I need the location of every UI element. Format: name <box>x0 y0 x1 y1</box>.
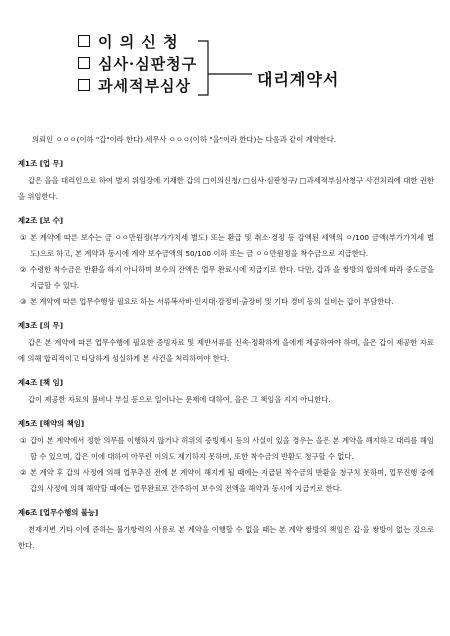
article-item <box>18 465 434 497</box>
article-item <box>18 230 434 262</box>
item-marker: ① <box>20 436 27 445</box>
article-item <box>18 433 434 465</box>
article-1 <box>18 156 434 205</box>
item-text: 갑이 본 계약에서 정한 의무를 이행하지 않거나 허위의 증빙제시 등의 사실이 있을 경우는 을은 본 계약을 해지하고 대리를 해임할 수 있으며, 갑은 이에 대하여 아무런 이의도 제기하지 못하며, 또한 착수금의 반환도 청구할 수 없다. <box>30 436 434 461</box>
brace-icon <box>196 38 258 98</box>
item-marker: ① <box>20 233 27 242</box>
article-title: 제1조 [업 무] <box>18 159 64 168</box>
review-checkbox[interactable] <box>78 57 90 69</box>
option-row-review <box>78 52 197 74</box>
item-text: 본 계약에 따른 업무수행상 필요로 하는 서류복사비·인지대·감정비·출장비 및 기타 경비 등의 실비는 갑이 부담한다. <box>30 297 394 306</box>
article-title: 제5조 [해약의 책임] <box>18 419 85 428</box>
objection-checkbox[interactable] <box>78 35 90 47</box>
objection-label: 이 의 신 청 <box>98 32 179 51</box>
item-text: 본 계약에 따른 보수는 금 ㅇㅇ만원정(부가가치세 별도) 또는 환급 및 취소·경정 등 감액된 세액의 ㅇ/100 금액(부가가치세 별도)으로 하고, 본 계약과 동시에 계약 보수금액의 50/100 이하 또는 금 ㅇㅇ만원정을 착수금으로 지급한다. <box>30 233 434 258</box>
article-5 <box>18 416 434 497</box>
article-title: 제2조 [보 수] <box>18 216 64 225</box>
article-item <box>18 262 434 294</box>
article-paragraph: 천재지변 기타 이에 준하는 불가항력의 사유로 본 계약을 이행할 수 없을 때는 본 계약 쌍방의 책임은 갑·을 쌍방이 없는 것으로 한다. <box>18 525 434 550</box>
item-text: 수령한 착수금은 반환을 하지 아니하며 보수의 잔액은 업무 완료시에 지급키로 한다. 다만, 갑과 을 쌍방의 합의에 따라 중도금을 지급할 수 있다. <box>30 265 434 290</box>
articles-list <box>18 156 434 554</box>
option-row-objection <box>78 30 197 52</box>
article-4 <box>18 375 434 408</box>
article-3 <box>18 318 434 367</box>
article-title: 제3조 [의 무] <box>18 321 64 330</box>
tax-review-label: 과세적부심상 <box>98 76 191 95</box>
option-row-tax-review <box>78 74 197 96</box>
item-marker: ② <box>20 468 27 477</box>
header-options <box>78 30 197 96</box>
intro-text: 의뢰인 ㅇㅇㅇ(이하 "갑"이라 한다) 세무사 ㅇㅇㅇ(이하 "을"이라 한다)는 다음과 같이 계약한다. <box>32 135 337 144</box>
article-title: 제4조 [책 임] <box>18 378 64 387</box>
article-paragraph: 갑은 본 계약에 따른 업무수행에 필요한 증빙자료 및 제반서류를 신속·정확하게 을에게 제공하여야 하며, 을은 갑이 제공한 자료에 의해 합리적이고 타당하게 성실하게 본 사건을 처리하여야 한다. <box>18 338 434 363</box>
tax-review-checkbox[interactable] <box>78 79 90 91</box>
item-marker: ③ <box>20 297 27 306</box>
contract-title: 대리계약서 <box>257 70 340 89</box>
item-marker: ② <box>20 265 27 274</box>
article-paragraph: 갑이 제공한 자료의 불비나 부실 등으로 일어나는 문제에 대하여, 을은 그 책임을 지지 아니한다. <box>28 395 331 404</box>
article-paragraph: 갑은 을을 대리인으로 하여 별지 위임장에 기재한 갑의 □이의신청/ □심사·심판청구/ □과세적부심사청구 사건처리에 대한 권한을 위임한다. <box>18 176 434 201</box>
article-6 <box>18 505 434 554</box>
article-2 <box>18 213 434 310</box>
review-label: 심사·심판청구 <box>98 54 198 73</box>
article-title: 제6조 [업무수행의 불능] <box>18 508 99 517</box>
contract-body <box>18 132 434 562</box>
item-text: 본 계약 후 갑의 사정에 의해 업무추진 전에 본 계약이 해지케 될 때에는 지급된 착수금의 반환을 청구치 못하며, 업무진행 중에 갑의 사정에 의해 해약할 때에는 업무완료로 간주하여 보수의 전액을 해약과 동시에 지급키로 한다. <box>30 468 434 493</box>
article-item <box>18 294 434 310</box>
